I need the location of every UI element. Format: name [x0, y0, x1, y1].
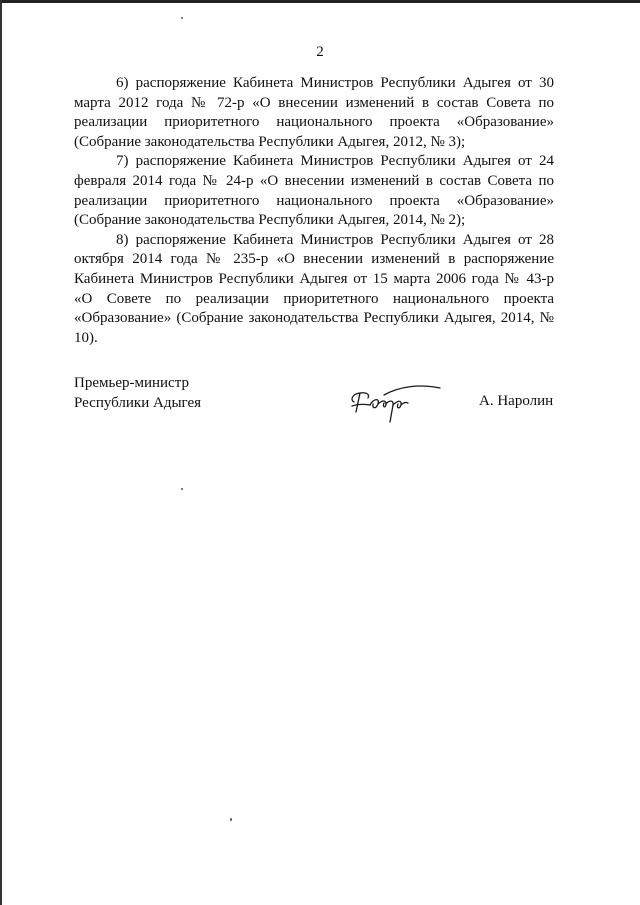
paragraph-item-7: 7) распоряжение Кабинета Министров Республики Адыгея от 24 февраля 2014 года № 24-р «О внесении изменений в состав Совета по реализации приоритетного национального проекта «Образование» (Собрание законодательства Республики Адыгея, 2014, № 2); [74, 153, 554, 229]
scan-speck [181, 17, 183, 19]
scan-speck [181, 488, 183, 490]
scan-speck [230, 818, 232, 821]
signatory-position-line-1: Премьер-министр [74, 375, 189, 391]
page-number: 2 [316, 44, 324, 60]
scan-edge-top [0, 0, 640, 3]
paragraph-item-8: 8) распоряжение Кабинета Министров Республики Адыгея от 28 октября 2014 года № 235-р «О внесении изменений в распоряжение Кабинета Министров Республики Адыгея от 15 марта 2006 года № 43-р «О Совете по реализации приоритетного национального проекта «Образование» (Собрание законодательства Республики Адыгея, 2014, № 10). [74, 231, 554, 346]
signatory-name: А. Наролин [479, 393, 554, 409]
handwritten-signature [340, 378, 450, 428]
signatory-position [74, 374, 201, 413]
signatory-position-line-2: Республики Адыгея [74, 394, 202, 411]
paragraph-item-6: 6) распоряжение Кабинета Министров Республики Адыгея от 30 марта 2012 года № 72-р «О внесении изменений в состав Совета по реализации приоритетного национального проекта «Образование» (Собрание законодательства Республики Адыгея, 2012, № 3); [74, 75, 554, 150]
document-body [74, 74, 554, 348]
scan-edge-left [0, 0, 2, 905]
